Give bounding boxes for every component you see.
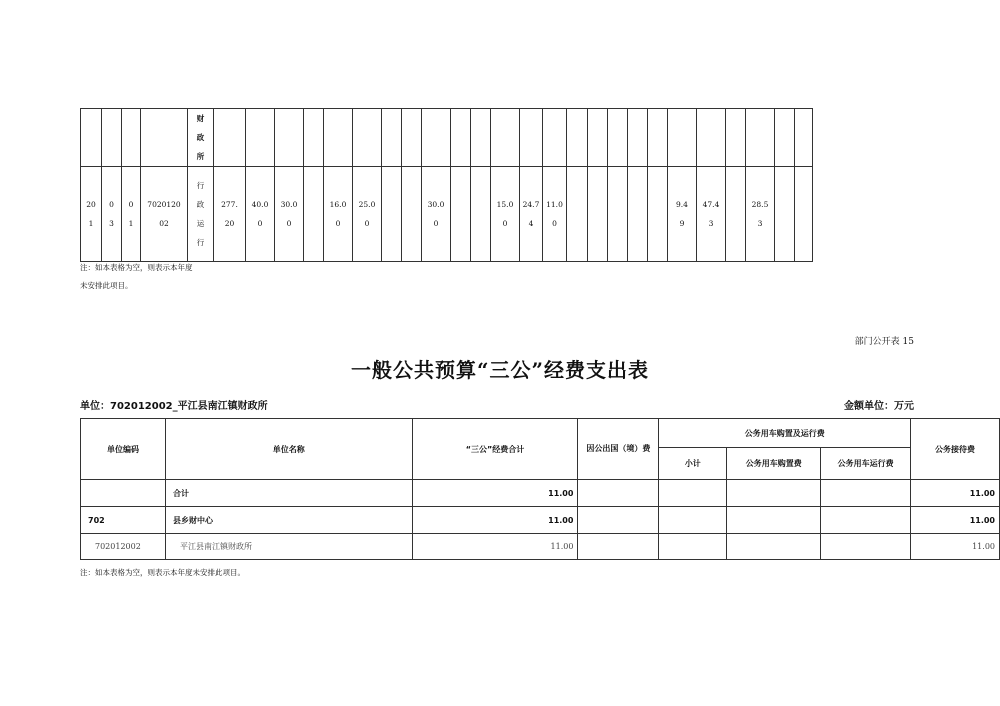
continuation-header-cell	[402, 109, 422, 167]
cell-total: 11.00	[412, 534, 578, 560]
continuation-data-cell	[382, 167, 402, 262]
continuation-data-cell: 15.0 0	[491, 167, 520, 262]
continuation-header-cell: 财 政 所	[188, 109, 214, 167]
continuation-header-cell	[122, 109, 141, 167]
continuation-header-cell	[353, 109, 382, 167]
continuation-header-cell	[141, 109, 188, 167]
continuation-header-cell	[795, 109, 813, 167]
cell-reception: 11.00	[911, 507, 1000, 534]
amount-unit-label: 金额单位：万元	[844, 401, 914, 412]
continuation-data-cell	[451, 167, 471, 262]
col-header-code: 单位编码	[81, 419, 166, 480]
continuation-header-cell	[608, 109, 628, 167]
continuation-data-cell	[608, 167, 628, 262]
continuation-header-cell	[246, 109, 275, 167]
continuation-header-cell	[304, 109, 324, 167]
continuation-data-cell: 25.0 0	[353, 167, 382, 262]
continuation-data-cell: 0 3	[102, 167, 122, 262]
continuation-header-cell	[382, 109, 402, 167]
cell-abroad	[578, 480, 659, 507]
col-header-subtotal: 小计	[659, 448, 727, 480]
continuation-header-cell	[471, 109, 491, 167]
page-title: 一般公共预算“三公”经费支出表	[350, 358, 649, 382]
continuation-data-cell: 277. 20	[214, 167, 246, 262]
continuation-data-cell: 20 1	[81, 167, 102, 262]
cell-subtotal	[659, 480, 727, 507]
col-header-reception: 公务接待费	[911, 419, 1000, 480]
cell-abroad	[578, 534, 659, 560]
table-row	[81, 534, 1000, 560]
continuation-data-cell	[567, 167, 588, 262]
continuation-data-row	[81, 167, 813, 262]
cell-name: 合计	[165, 480, 412, 507]
continuation-header-cell	[520, 109, 543, 167]
top-note	[80, 262, 193, 292]
cell-code: 702012002	[81, 534, 166, 560]
cell-name: 县乡财中心	[165, 507, 412, 534]
cell-code	[81, 480, 166, 507]
col-header-operation: 公务用车运行费	[821, 448, 911, 480]
continuation-data-cell: 0 1	[122, 167, 141, 262]
top-note-line-2: 未安排此项目。	[80, 281, 133, 290]
cell-purchase	[727, 534, 821, 560]
continuation-data-cell	[795, 167, 813, 262]
continuation-header-cell	[451, 109, 471, 167]
continuation-data-cell: 行 政 运 行	[188, 167, 214, 262]
continuation-header-cell	[102, 109, 122, 167]
cell-name: 平江县南江镇财政所	[165, 534, 412, 560]
continuation-header-cell	[697, 109, 726, 167]
cell-purchase	[727, 480, 821, 507]
continuation-header-cell	[491, 109, 520, 167]
cell-total: 11.00	[412, 507, 578, 534]
continuation-data-cell	[402, 167, 422, 262]
cell-reception: 11.00	[911, 534, 1000, 560]
cell-operation	[821, 507, 911, 534]
continuation-data-cell	[471, 167, 491, 262]
continuation-header-cell	[81, 109, 102, 167]
continuation-data-cell	[588, 167, 608, 262]
continuation-header-cell	[726, 109, 746, 167]
table-row	[81, 507, 1000, 534]
continuation-header-cell	[588, 109, 608, 167]
continuation-data-cell: 30.0 0	[422, 167, 451, 262]
continuation-data-cell: 40.0 0	[246, 167, 275, 262]
unit-label: 单位：702012002_平江县南江镇财政所	[80, 401, 268, 412]
table-caption: 部门公开表 15	[854, 337, 914, 347]
col-header-name: 单位名称	[165, 419, 412, 480]
continuation-data-cell: 9.4 9	[668, 167, 697, 262]
cell-reception: 11.00	[911, 480, 1000, 507]
col-header-purchase: 公务用车购置费	[727, 448, 821, 480]
cell-operation	[821, 480, 911, 507]
cell-code: 702	[81, 507, 166, 534]
top-note-line-1: 注：如本表格为空，则表示本年度	[80, 263, 193, 272]
continuation-data-cell: 7020120 02	[141, 167, 188, 262]
continuation-data-cell: 47.4 3	[697, 167, 726, 262]
cell-subtotal	[659, 507, 727, 534]
continuation-data-cell	[775, 167, 795, 262]
continuation-header-cell	[746, 109, 775, 167]
continuation-data-cell: 16.0 0	[324, 167, 353, 262]
continuation-header-row	[81, 109, 813, 167]
continuation-header-cell	[648, 109, 668, 167]
continuation-header-cell	[543, 109, 567, 167]
continuation-data-cell	[648, 167, 668, 262]
cell-purchase	[727, 507, 821, 534]
col-header-total: “三公”经费合计	[412, 419, 578, 480]
continuation-header-cell	[628, 109, 648, 167]
continuation-table	[80, 108, 813, 262]
continuation-data-cell	[304, 167, 324, 262]
col-header-vehicle-group: 公务用车购置及运行费	[659, 419, 911, 448]
cell-operation	[821, 534, 911, 560]
continuation-header-cell	[775, 109, 795, 167]
continuation-data-cell: 11.0 0	[543, 167, 567, 262]
continuation-header-cell	[275, 109, 304, 167]
header-row-1	[81, 419, 1000, 448]
continuation-data-cell	[726, 167, 746, 262]
col-header-abroad: 因公出国（境）费	[578, 419, 659, 480]
continuation-data-cell: 28.5 3	[746, 167, 775, 262]
cell-abroad	[578, 507, 659, 534]
continuation-header-cell	[567, 109, 588, 167]
cell-total: 11.00	[412, 480, 578, 507]
continuation-header-cell	[668, 109, 697, 167]
three-public-expense-table	[80, 418, 1000, 560]
bottom-note: 注：如本表格为空，则表示本年度未安排此项目。	[80, 568, 245, 577]
table-row	[81, 480, 1000, 507]
continuation-data-cell: 24.7 4	[520, 167, 543, 262]
continuation-data-cell	[628, 167, 648, 262]
continuation-header-cell	[214, 109, 246, 167]
continuation-data-cell: 30.0 0	[275, 167, 304, 262]
continuation-header-cell	[324, 109, 353, 167]
cell-subtotal	[659, 534, 727, 560]
continuation-header-cell	[422, 109, 451, 167]
